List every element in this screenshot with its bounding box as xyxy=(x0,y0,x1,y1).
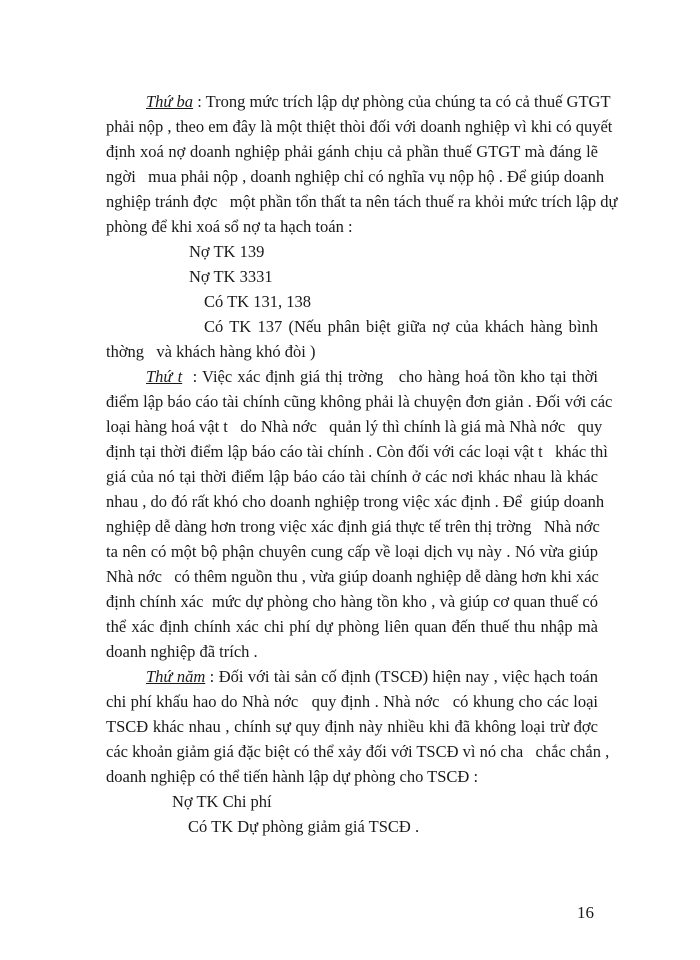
paragraph-2-line-8: ta nên có một bộ phận chuyên cung cấp về loại dịch vụ này . Nó vừa giúp xyxy=(106,542,598,561)
entry-debit-3331: Nợ TK 3331 xyxy=(189,267,273,286)
paragraph-3-line-4: các khoản giảm giá đặc biệt có thể xảy đối với TSCĐ vì nó cha chắc chắn , xyxy=(106,742,610,761)
entry-credit-137-cont: thờng và khách hàng khó đòi ) xyxy=(106,342,316,361)
entry-credit-137: Có TK 137 (Nếu phân biệt giữa nợ của khách hàng bình xyxy=(204,317,598,336)
paragraph-2-line-2: điểm lập báo cáo tài chính cũng không phải là chuyện đơn giản . Đối với các xyxy=(106,392,613,411)
paragraph-2-line-1: Thứ t : Việc xác định giá thị trờng cho hàng hoá tồn kho tại thời xyxy=(146,367,599,386)
paragraph-2-line-6: nhau , do đó rất khó cho doanh nghiệp trong việc xác định . Để giúp doanh xyxy=(106,492,605,511)
paragraph-1-line-3: định xoá nợ doanh nghiệp phải gánh chịu cả phần thuế GTGT mà đáng lẽ xyxy=(106,142,598,161)
entry-credit-131-138: Có TK 131, 138 xyxy=(204,292,311,311)
paragraph-1-line-6: phòng để khi xoá sổ nợ ta hạch toán : xyxy=(106,217,353,236)
entry-credit-provision: Có TK Dự phòng giảm giá TSCĐ . xyxy=(188,817,420,836)
paragraph-1-line-4: ngời mua phải nộp , doanh nghiệp chỉ có nghĩa vụ nộp hộ . Để giúp doanh xyxy=(106,167,605,186)
paragraph-2-line-11: thể xác định chính xác chi phí dự phòng liên quan đến thuế thu nhập mà xyxy=(106,617,598,636)
paragraph-2-label: Thứ t xyxy=(146,367,183,386)
paragraph-2-line-12: doanh nghiệp đã trích . xyxy=(106,642,258,661)
paragraph-2-line-7: nghiệp dễ dàng hơn trong việc xác định giá thực tế trên thị trờng Nhà nớc xyxy=(106,517,600,536)
paragraph-2-line-5: giá của nó tại thời điểm lập báo cáo tài chính ở các nơi khác nhau là khác xyxy=(106,467,598,486)
paragraph-3-line-2: chi phí khấu hao do Nhà nớc quy định . Nhà nớc có khung cho các loại xyxy=(106,692,598,711)
paragraph-3-line-1: Thứ năm : Đối với tài sản cố định (TSCĐ) hiện nay , việc hạch toán xyxy=(146,667,598,686)
paragraph-3-line-3: TSCĐ khác nhau , chính sự quy định này nhiều khi đã không loại trừ đợc xyxy=(106,717,598,736)
paragraph-2-line-10: định chính xác mức dự phòng cho hàng tồn kho , và giúp cơ quan thuế có xyxy=(106,592,598,611)
paragraph-1-line-1: Thứ ba : Trong mức trích lập dự phòng của chúng ta có cả thuế GTGT xyxy=(146,92,611,111)
paragraph-1-line-2: phải nộp , theo em đây là một thiệt thòi đối với doanh nghiệp vì khi có quyết xyxy=(106,117,613,136)
entry-debit-139: Nợ TK 139 xyxy=(189,242,265,261)
paragraph-1-label: Thứ ba xyxy=(146,92,194,111)
paragraph-3-label: Thứ năm xyxy=(146,667,206,686)
paragraph-2-line-9: Nhà nớc có thêm nguồn thu , vừa giúp doanh nghiệp dễ dàng hơn khi xác xyxy=(106,567,599,586)
entry-debit-expense: Nợ TK Chi phí xyxy=(172,792,272,811)
paragraph-3-line-5: doanh nghiệp có thể tiến hành lập dự phòng cho TSCĐ : xyxy=(106,767,479,786)
paragraph-2-line-4: định tại thời điểm lập báo cáo tài chính . Còn đối với các loại vật t khác thì xyxy=(106,442,608,461)
paragraph-2-line-3: loại hàng hoá vật t do Nhà nớc quản lý thì chính là giá mà Nhà nớc quy xyxy=(106,417,603,436)
paragraph-1-line-5: nghiệp tránh đợc một phần tổn thất ta nên tách thuế ra khỏi mức trích lập dự xyxy=(106,192,618,211)
page-number: 16 xyxy=(577,903,594,922)
